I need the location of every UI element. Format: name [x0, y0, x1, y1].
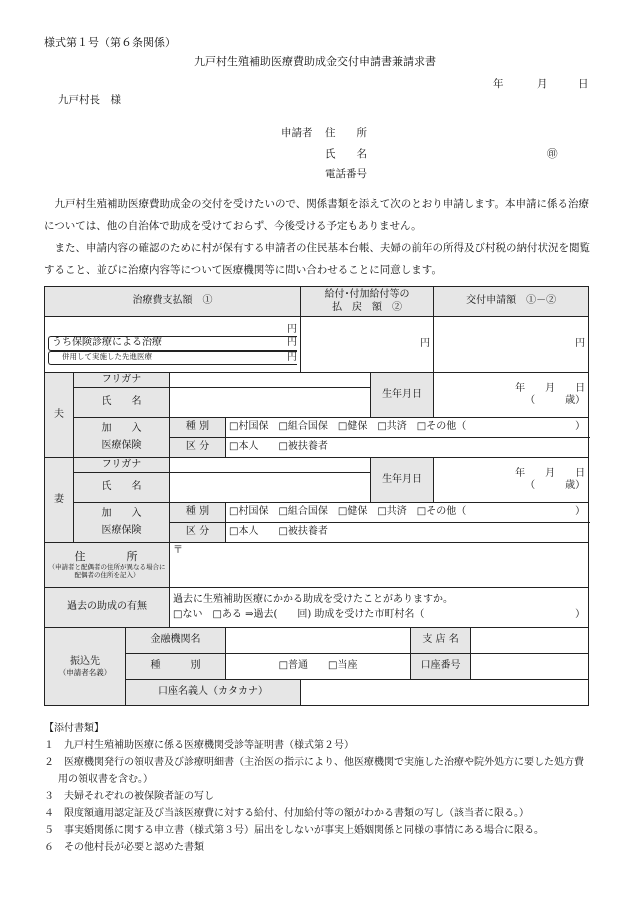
attachment-item: ２ 医療機関発行の領収書及び診療明細書（主治医の指示により、他医療機関で実施した治療や院外処方に要した処方費用の領収書を含む。） — [44, 757, 584, 785]
wife-type-close: ） — [575, 506, 586, 518]
refund-amount-cell[interactable] — [301, 317, 434, 373]
husband-age: （ 歳） — [525, 395, 586, 406]
attachment-item: ６ その他村長が必要と認めた書類 — [44, 842, 204, 853]
address-field[interactable] — [170, 543, 589, 588]
wife-type-options[interactable] — [226, 503, 589, 523]
husband-type-options-text: □村国保 □組合国保 □健保 □共済 □その他（ — [229, 421, 467, 433]
wife-label: 妻 — [45, 458, 74, 543]
holder-label: 口座名義人（カタカナ） — [126, 680, 301, 706]
advanced-yen: 円 — [287, 351, 298, 363]
applicant-phone-label: 電話番号 — [325, 168, 367, 180]
bank-note: （申請者名義） — [58, 668, 112, 678]
header-grant: 交付申請額 ①－② — [434, 287, 589, 317]
wife-insurance-label — [74, 503, 170, 543]
grant-amount-cell[interactable] — [434, 317, 589, 373]
addressee: 九戸村長 様 — [58, 94, 121, 106]
past-options: □ない □ある ⇒過去( 回) 助成を受けた市町村名（ — [173, 609, 425, 620]
husband-type-options[interactable] — [226, 418, 589, 438]
advanced-row — [48, 351, 297, 366]
husband-furigana-label: フリガナ — [74, 373, 170, 388]
wife-birth-ymd: 年 月 日 — [515, 467, 586, 479]
husband-furigana-field[interactable] — [170, 373, 371, 388]
wife-furigana-label: フリガナ — [74, 458, 170, 473]
account-type-options[interactable]: □普通 □当座 — [226, 654, 411, 680]
applicant-address-label: 住 所 — [325, 127, 367, 139]
grant-yen: 円 — [575, 338, 586, 350]
husband-insurance-label — [74, 418, 170, 458]
refund-yen: 円 — [420, 338, 431, 350]
wife-name-label: 氏 名 — [74, 473, 170, 503]
address-label: 住 所 — [74, 550, 140, 564]
date-month-label: 月 — [537, 78, 548, 90]
form-number: 様式第１号（第６条関係） — [44, 36, 176, 49]
wife-category-label: 区 分 — [170, 523, 226, 543]
husband-label: 夫 — [45, 373, 74, 458]
account-type-label: 種 別 — [126, 654, 226, 680]
husband-name-label: 氏 名 — [74, 388, 170, 418]
payment-total-yen: 円 — [287, 323, 298, 335]
wife-birth-label: 生年月日 — [371, 458, 434, 503]
wife-insurance-line1: 加 入 — [101, 508, 142, 519]
wife-type-options-text: □村国保 □組合国保 □健保 □共済 □その他（ — [229, 506, 467, 518]
bank-label: 振込先 — [70, 655, 100, 667]
wife-category-options[interactable]: □本人 □被扶養者 — [226, 523, 589, 543]
address-label-cell — [45, 543, 170, 588]
husband-category-label: 区 分 — [170, 438, 226, 458]
header-payment: 治療費支払額 ① — [45, 287, 301, 317]
bank-name-field[interactable] — [226, 628, 411, 654]
seal-mark: ㊞ — [547, 148, 558, 160]
wife-birth-field[interactable] — [434, 458, 589, 503]
attachment-item: ４ 限度額適用認定証及び当該医療費に対する給付、付加給付等の額がわかる書類の写し（該当者に限る。） — [44, 808, 529, 819]
advanced-label: 併用して実施した先進医療 — [62, 351, 152, 361]
past-close: ） — [575, 609, 586, 620]
holder-field[interactable] — [301, 680, 589, 706]
bank-name-label: 金融機関名 — [126, 628, 226, 654]
application-table — [44, 286, 589, 706]
attachment-item: １ 九戸村生殖補助医療に係る医療機関受診等証明書（様式第２号） — [44, 740, 354, 751]
branch-label: 支 店 名 — [411, 628, 471, 654]
insured-row — [48, 336, 297, 351]
husband-birth-label: 生年月日 — [371, 373, 434, 418]
insured-label: うち保険診療による治療 — [52, 337, 162, 349]
past-field[interactable] — [170, 588, 589, 628]
header-refund-line1: 給付･付加給付等の — [324, 289, 410, 300]
past-question: 過去に生殖補助医療にかかる助成を受けたことがありますか。 — [173, 593, 453, 605]
postal-mark: 〒 — [173, 545, 183, 556]
intro-paragraph-1: 九戸村生殖補助医療費助成金の交付を受けたいので、関係書類を添えて次のとおり申請します。本申請に係る治療については、他の自治体で助成を受けておらず、今後受ける予定もありません。 — [44, 198, 589, 232]
husband-birth-field[interactable] — [434, 373, 589, 418]
insured-yen: 円 — [287, 337, 298, 349]
attachments-heading: 【添付書類】 — [44, 723, 104, 734]
attachments-section — [44, 720, 590, 856]
account-number-field[interactable] — [471, 654, 589, 680]
husband-name-field[interactable] — [170, 388, 371, 418]
husband-type-label: 種 別 — [170, 418, 226, 438]
wife-age: （ 歳） — [525, 480, 586, 491]
wife-name-field[interactable] — [170, 473, 371, 503]
branch-field[interactable] — [471, 628, 589, 654]
wife-type-label: 種 別 — [170, 503, 226, 523]
wife-furigana-field[interactable] — [170, 458, 371, 473]
date-year-label: 年 — [493, 78, 504, 90]
husband-type-close: ） — [575, 421, 586, 433]
applicant-name-label: 氏 名 — [325, 148, 367, 160]
wife-insurance-line2: 医療保険 — [101, 524, 142, 536]
header-refund-line2: 払 戻 額 ② — [332, 301, 403, 313]
past-label: 過去の助成の有無 — [45, 588, 170, 628]
address-note: （申請者と配偶者の住所が異なる場合に配偶者の住所を記入） — [48, 563, 166, 579]
husband-category-options[interactable]: □本人 □被扶養者 — [226, 438, 589, 458]
husband-insurance-line2: 医療保険 — [101, 439, 142, 451]
date-day-label: 日 — [578, 78, 589, 90]
bank-label-cell — [45, 628, 126, 706]
intro-paragraph-2: また、申請内容の確認のために村が保有する申請者の住民基本台帳、夫婦の前年の所得及び村税の納付状況を閲覧すること、並びに治療内容等について医療機関等に問い合わせることに同意します。 — [44, 242, 590, 276]
attachment-item: ５ 事実婚関係に関する申立書（様式第３号）届出をしないが事実上婚姻関係と同様の事情にある場合に限る。 — [44, 825, 544, 836]
header-refund — [301, 287, 434, 317]
attachment-item: ３ 夫婦それぞれの被保険者証の写し — [44, 791, 214, 802]
form-title: 九戸村生殖補助医療費助成金交付申請書兼請求書 — [194, 55, 436, 68]
husband-insurance-line1: 加 入 — [101, 423, 142, 434]
account-number-label: 口座番号 — [411, 654, 471, 680]
applicant-label: 申請者 — [281, 127, 313, 139]
payment-amount-cell[interactable] — [45, 317, 301, 373]
past-options-row — [173, 609, 585, 622]
husband-birth-ymd: 年 月 日 — [515, 382, 586, 394]
